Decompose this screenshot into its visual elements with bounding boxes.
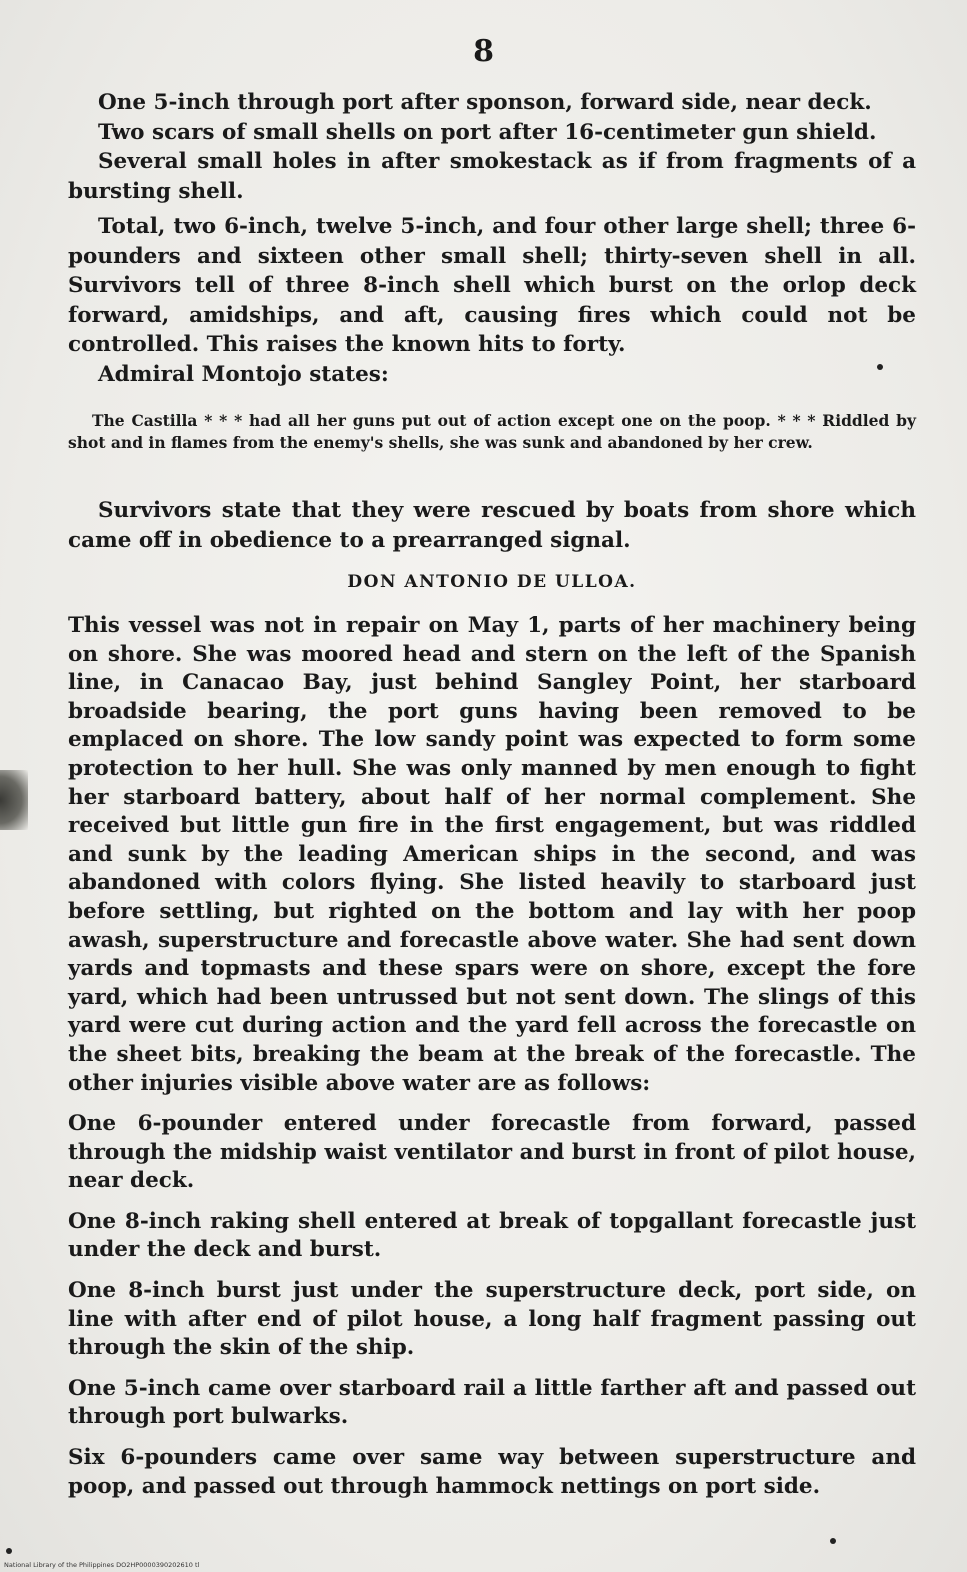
paragraph: This vessel was not in repair on May 1, parts of her machinery being on shore. She was moored head and stern on the left of the Spanish line, in Canacao Bay, just behind Sangley Point, her starboard broadside bearing, the port guns having been removed to be emplaced on shore. The low sandy point was expected to form some protection to her hull. She was only manned by men enough to fight her starboard battery, about half of her normal complement. She received but little gun fire in the first engagement, but was riddled and sunk by the leading American ships in the second, and was abandoned with colors flying. She listed heavily to starboard just before settling, but righted on the bottom and lay with her poop awash, superstructure and forecastle above water. She had sent down yards and topmasts and these spars were on shore, except the fore yard, which had been untrussed but not sent down. The slings of this yard were cut during action and the yard fell across the forecastle on the sheet bits, breaking the beam at the break of the forecastle. The other injuries visible above water are as follows: bbox=[68, 613, 916, 1096]
paragraph: Several small holes in after smokestack as if from fragments of a bursting shell. bbox=[68, 149, 916, 204]
paragraph: Total, two 6-inch, twelve 5-inch, and four other large shell; three 6-pounders and sixteen other small shell; thirty-seven shell in all. Survivors tell of three 8-inch shell which burst on the orlop deck forward, amidships, and aft, causing fires which could not be controlled. This raises the known hits to forty. bbox=[68, 214, 916, 357]
ink-spot bbox=[830, 1538, 836, 1544]
ink-spot bbox=[6, 1548, 12, 1554]
paragraph: Two scars of small shells on port after 16-centimeter gun shield. bbox=[98, 119, 877, 145]
quote-section bbox=[68, 410, 916, 454]
section-heading: DON ANTONIO DE ULLOA. bbox=[347, 572, 637, 592]
page-number: 8 bbox=[473, 34, 494, 69]
survivors-section bbox=[68, 496, 916, 555]
ink-spot bbox=[877, 364, 883, 370]
paragraph: One 8-inch raking shell entered at break of topgallant forecastle just under the deck and burst. bbox=[68, 1208, 916, 1263]
paragraph: One 5-inch through port after sponson, forward side, near deck. bbox=[98, 90, 872, 115]
paragraph: Survivors state that they were rescued by boats from shore which came off in obedience to a prearranged signal. bbox=[68, 498, 916, 553]
scan-footer: National Library of the Philippines DO2HP0000390202610 tl bbox=[4, 1561, 200, 1569]
paragraph: One 6-pounder entered under forecastle from forward, passed through the midship waist ventilator and burst in front of pilot house, near deck. bbox=[68, 1111, 916, 1194]
page-edge-shadow bbox=[0, 770, 28, 830]
ulloa-section bbox=[68, 612, 916, 1501]
paragraph: Six 6-pounders came over same way between superstructure and poop, and passed out through hammock nettings on port side. bbox=[68, 1445, 916, 1499]
paragraph: One 8-inch burst just under the superstructure deck, port side, on line with after end of pilot house, a long half fragment passing out through the skin of the ship. bbox=[68, 1278, 916, 1361]
paragraph: One 5-inch came over starboard rail a little farther aft and passed out through port bulwarks. bbox=[68, 1375, 916, 1430]
opening-section bbox=[68, 88, 916, 389]
section-heading-wrap bbox=[68, 572, 916, 592]
block-quote: The Castilla * * * had all her guns put out of action except one on the poop. * * * Riddled by shot and in flames from the enemy's shells, she was sunk and abandoned by her crew. bbox=[68, 411, 916, 452]
paragraph: Admiral Montojo states: bbox=[98, 361, 389, 387]
